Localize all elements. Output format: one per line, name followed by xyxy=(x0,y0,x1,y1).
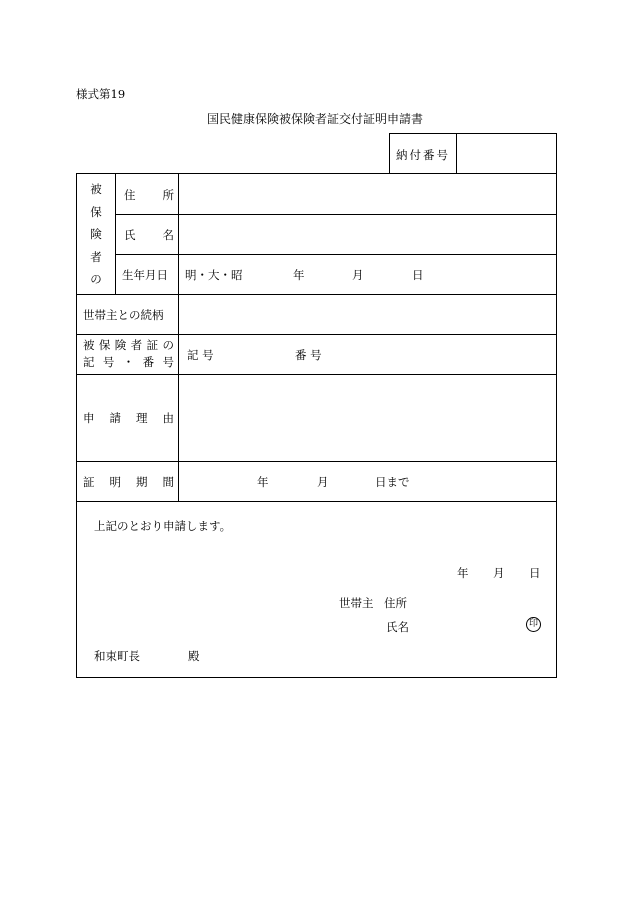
householder-name-field[interactable] xyxy=(417,614,517,636)
payment-number-label: 納付番号 xyxy=(396,148,450,162)
honorific: 殿 xyxy=(188,649,200,663)
insured-char: 険 xyxy=(90,227,102,241)
birth-month-label: 月 xyxy=(352,268,364,282)
relationship-field[interactable] xyxy=(179,295,556,334)
insured-char: 被 xyxy=(90,182,102,196)
period-field[interactable] xyxy=(179,462,556,501)
birthdate-label: 生年月日 xyxy=(122,268,168,282)
main-table xyxy=(76,173,557,502)
period-year-label: 年 xyxy=(257,475,269,489)
householder-label: 世帯主 xyxy=(339,596,374,610)
date-day-label: 日 xyxy=(529,566,541,580)
period-label: 証 明 期 間 xyxy=(83,475,174,489)
birth-day-label: 日 xyxy=(412,268,424,282)
date-year-label: 年 xyxy=(457,566,469,580)
card-number-field[interactable] xyxy=(179,335,556,374)
period-month-label: 月 xyxy=(317,475,329,489)
name-field[interactable] xyxy=(179,215,556,254)
relationship-label: 世帯主との続柄 xyxy=(83,308,164,322)
form-number: 様式第19 xyxy=(76,87,126,101)
era-options: 明・大・昭 xyxy=(185,268,243,282)
birth-year-label: 年 xyxy=(293,268,305,282)
declaration-text: 上記のとおり申請します。 xyxy=(94,519,232,533)
address-field[interactable] xyxy=(179,174,556,214)
insured-char: の xyxy=(90,272,102,286)
addressee: 和束町長 xyxy=(94,649,140,663)
insured-char: 保 xyxy=(90,204,102,219)
reason-label: 申 請 理 由 xyxy=(83,411,174,425)
payment-number-box xyxy=(389,133,557,174)
card-number-label: 番 号 xyxy=(295,348,322,362)
insured-char: 者 xyxy=(90,249,102,264)
card-symbol-label: 記 号 xyxy=(187,348,214,362)
birthdate-field[interactable] xyxy=(179,255,556,294)
declaration-box xyxy=(76,501,557,678)
card-label: 被 保 険 者 証 の 記 号 ・ 番 号 xyxy=(83,338,174,369)
seal-icon: 印 xyxy=(526,617,541,632)
name-label: 氏 名 xyxy=(124,228,174,242)
address-label: 住 所 xyxy=(124,188,174,202)
payment-number-field[interactable] xyxy=(457,134,556,173)
date-month-label: 月 xyxy=(493,566,505,580)
householder-address-label: 住所 xyxy=(384,596,407,610)
householder-name-label: 氏名 xyxy=(386,620,409,634)
period-until-label: 日まで xyxy=(375,475,410,489)
reason-field[interactable] xyxy=(179,375,556,461)
insured-group-label xyxy=(77,181,115,287)
form-title: 国民健康保険被保険者証交付証明申請書 xyxy=(206,112,423,126)
